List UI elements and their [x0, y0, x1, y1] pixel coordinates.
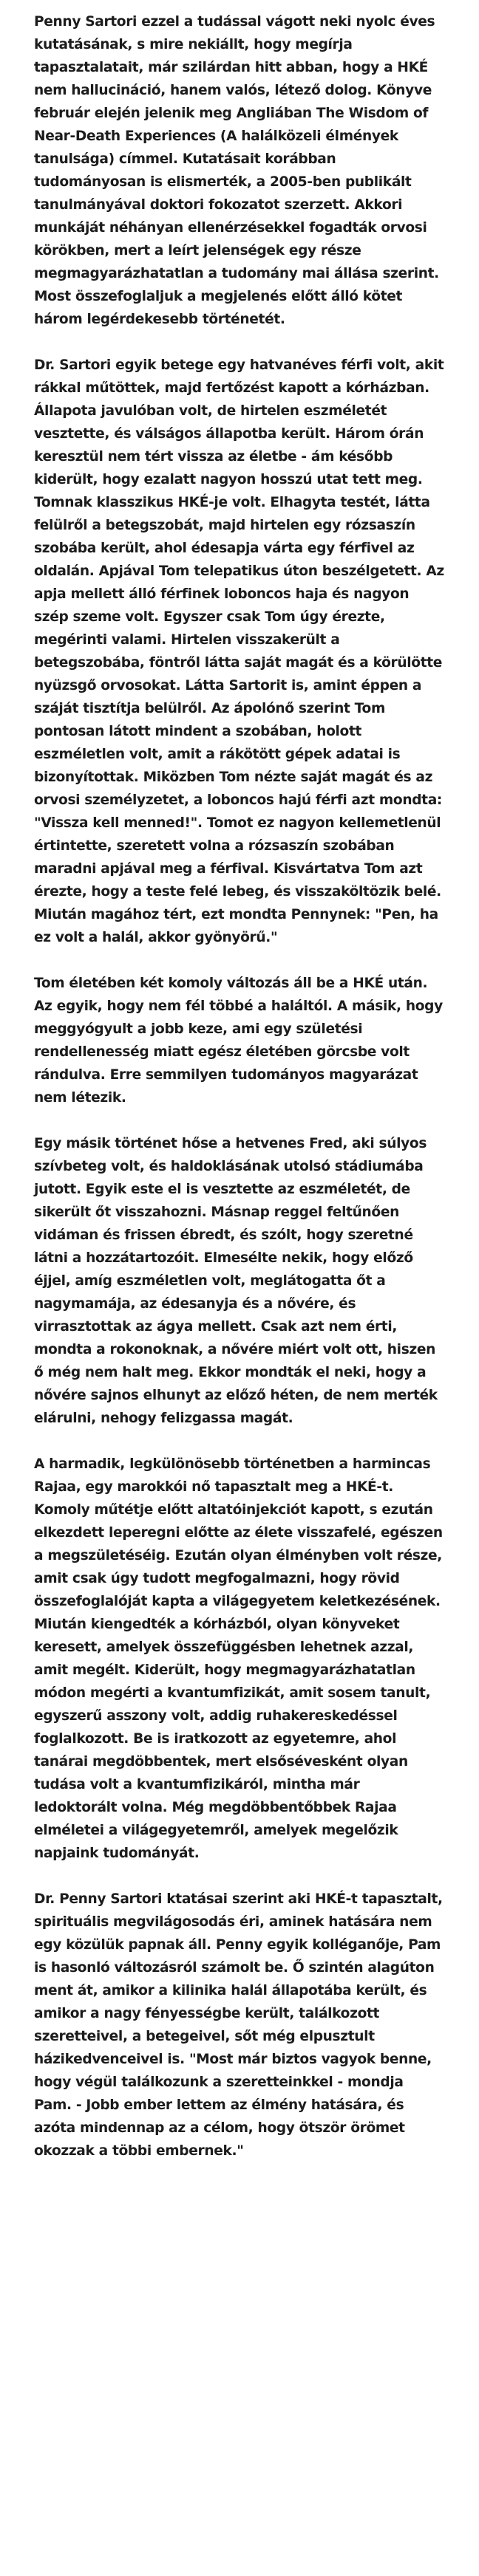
- paragraph-pam-story: Dr. Penny Sartori ktatásai szerint aki HKÉ-t tapasztalt, spirituális megvilágosodás éri, aminek hatására nem egy közülük papnak áll. Penny egyik kolléganője, Pam is hasonló változásról számolt be. Ő szintén alagúton ment át, amikor a kilinika halál állapotába került, és amikor a nagy fényességbe került, találkozott szeretteivel, a betegeivel, sőt még elpusztult házikedvenceivel is. "Most már biztos vagyok benne, hogy végül találkozunk a szeretteinkkel - mondja Pam. - Jobb ember lettem az élmény hatására, és azóta mindennap az a célom, hogy ötször örömet okozzak a többi embernek.": [34, 1891, 443, 2159]
- paragraph-fred-story: Egy másik történet hőse a hetvenes Fred, aki súlyos szívbeteg volt, és haldoklásának utolsó stádiumába jutott. Egyik este el is vesztette az eszméletét, de sikerült őt visszahozni. Másnap reggel feltűnően vidáman és frissen ébredt, és szólt, hogy szeretné látni a hozzátartozóit. Elmesélte nekik, hogy előző éjjel, amíg eszméletlen volt, meglátogatta őt a nagymamája, az édesanyja és a nővére, és virrasztottak az ágya mellett. Csak azt nem érti, mondta a rokonoknak, a nővére miért volt ott, hiszen ő még nem halt meg. Ekkor mondták el neki, hogy a nővére sajnos elhunyt az előző héten, de nem merték elárulni, nehogy felizgassa magát.: [34, 1136, 438, 1426]
- paragraph-tom-changes: Tom életében két komoly változás áll be a HKÉ után. Az egyik, hogy nem fél többé a haláltól. A másik, hogy meggyógyult a jobb keze, ami egy születési rendellenesség miatt egész életében görcsbe volt rándulva. Erre semmilyen tudományos magyarázat nem létezik.: [34, 976, 443, 1106]
- paragraph-tom-story: Dr. Sartori egyik betege egy hatvanéves férfi volt, akit rákkal műtöttek, majd fertőzést kapott a kórházban. Állapota javulóban volt, de hirtelen eszméletét vesztette, és válságos állapotba került. Három órán keresztül nem tért vissza az életbe - ám később kiderült, hogy ezalatt nagyon hosszú utat tett meg. Tomnak klasszikus HKÉ-je volt. Elhagyta testét, látta felülről a betegszobát, majd hirtelen egy rózsaszín szobába került, ahol édesapja várta egy férfivel az oldalán. Apjával Tom telepatikus úton beszélgetett. Az apja mellett álló férfinek loboncos haja és nagyon szép szeme volt. Egyszer csak Tom úgy érezte, megérinti valami. Hirtelen visszakerült a betegszobába, föntről látta saját magát és a körülötte nyüzsgő orvosokat. Látta Sartorit is, amint éppen a száját tisztítja belülről. Az ápolónő szerint Tom pontosan látott mindent a szobában, holott eszméletlen volt, amit a rákötött gépek adatai is bizonyítottak. Miközben Tom nézte saját magát és az orvosi személyzetet, a loboncos hajú férfi azt mondta: "Vissza kell menned!". Tomot ez nagyon kellemetlenül értintette, szeretett volna a rózsaszín szobában maradni apjával meg a férfival. Kisvártatva Tom azt érezte, hogy a teste felé lebeg, és visszaköltözik belé. Miután magához tért, ezt mondta Pennynek: "Pen, ha ez volt a halál, akkor gyönyörű.": [34, 357, 444, 945]
- paragraph-sartori-research: Penny Sartori ezzel a tudással vágott neki nyolc éves kutatásának, s mire nekiállt, hogy megírja tapasztalatait, már szilárdan hitt abban, hogy a HKÉ nem hallucináció, hanem valós, létező dolog. Könyve február elején jelenik meg Angliában The Wisdom of Near-Death Experiences (A halálközeli élmények tanulsága) címmel. Kutatásait korábban tudományosan is elismerték, a 2005-ben publikált tanulmányával doktori fokozatot szerzett. Akkori munkáját néhányan ellenérzésekkel fogadták orvosi körökben, mert a leírt jelenségek egy része megmagyarázhatatlan a tudomány mai állása szerint. Most összefoglaljuk a megjelenés előtt álló kötet három legérdekesebb történetét.: [34, 14, 439, 327]
- paragraph-rajaa-story: A harmadik, legkülönösebb történetben a harmincas Rajaa, egy marokkói nő tapasztalt meg a HKÉ-t. Komoly műtétje előtt altatóinjekciót kapott, s ezután elkezdett leperegni előtte az élete visszafelé, egészen a megszületéséig. Ezután olyan élményben volt része, amit csak úgy tudott megfogalmazni, hogy rövid összefoglalóját kapta a világegyetem keletkezésének. Miután kiengedték a kórházból, olyan könyveket keresett, amelyek összefüggésben lehetnek azzal, amit megélt. Kiderült, hogy megmagyarázhatatlan módon megérti a kvantumfizikát, amit sosem tanult, egyszerű asszony volt, addig ruhakereskedéssel foglalkozott. Be is iratkozott az egyetemre, ahol tanárai megdöbbentek, mert elsősévesként olyan tudása volt a kvantumfizikáról, mintha már ledoktorált volna. Még megdöbbentőbbek Rajaa elméletei a világegyetemről, amelyek megelőzik napjaink tudományát.: [34, 1456, 443, 1861]
